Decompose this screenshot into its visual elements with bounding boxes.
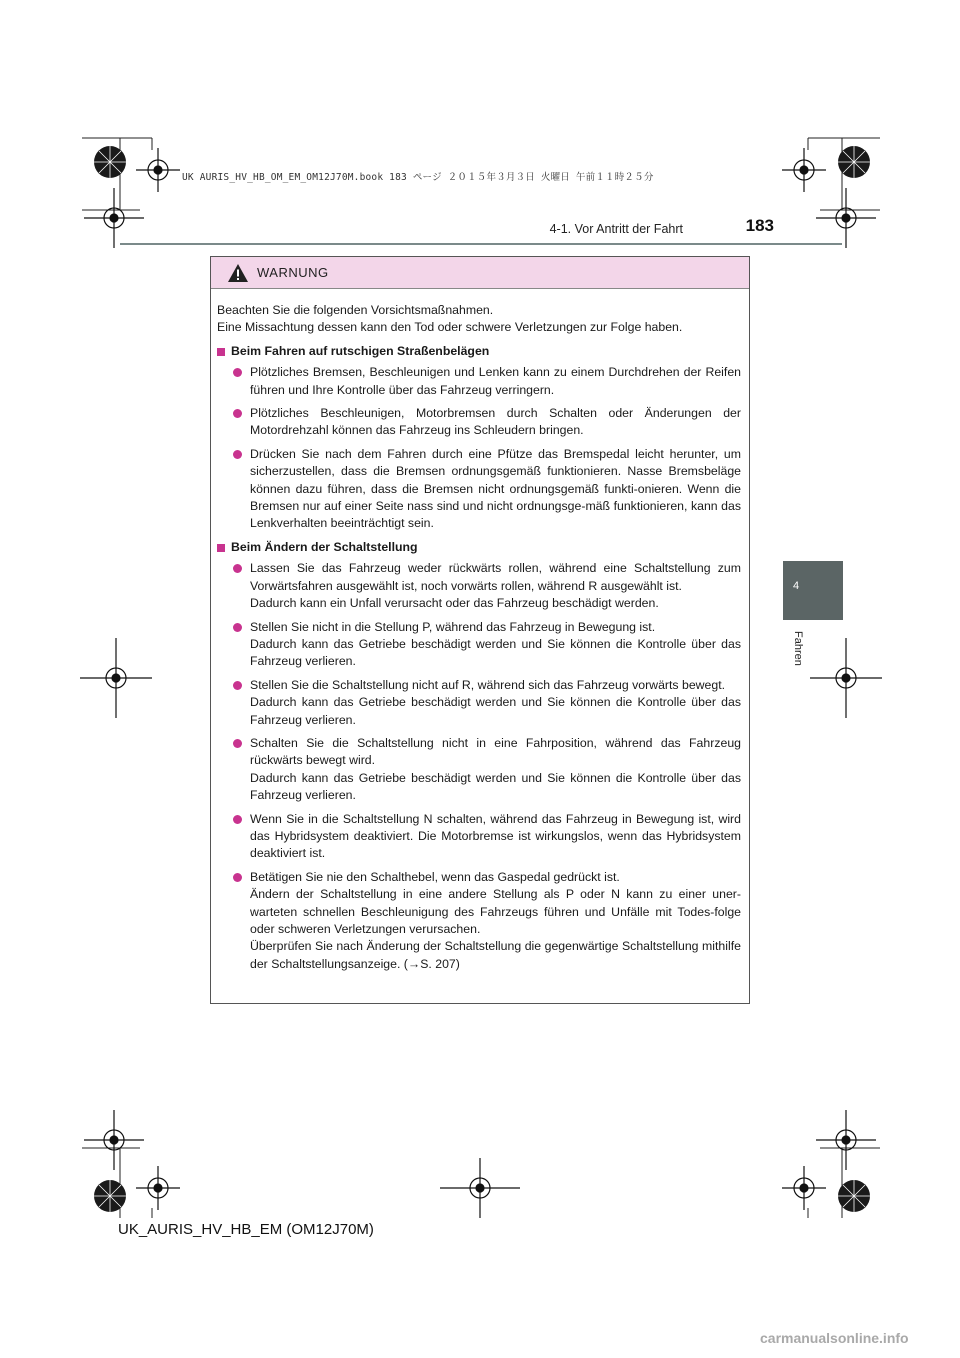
bullet-paragraph: Lassen Sie das Fahrzeug weder rückwärts rollen, während eine Schaltstellung zum Vorwärtsfahren ausgewählt ist, noch vorwärts rollen, während R ausgewählt ist. bbox=[250, 561, 741, 593]
section-title: 4-1. Vor Antritt der Fahrt bbox=[549, 222, 683, 236]
bullet-paragraph: Ändern der Schaltstellung in eine andere Stellung als P oder N kann zu einer uner-warteten schnellen Beschleunigung des Fahrzeugs führen und Unfälle mit Todes-folge oder schweren Verletzungen verursachen. bbox=[250, 887, 741, 936]
bullet-item bbox=[233, 364, 741, 399]
warning-box bbox=[210, 256, 750, 1004]
subheading-text: Beim Ändern der Schaltstellung bbox=[231, 539, 418, 554]
round-bullet-icon bbox=[233, 681, 242, 690]
watermark: carmanualsonline.info bbox=[760, 1330, 909, 1346]
bullet-item bbox=[233, 405, 741, 440]
bullet-paragraph: Plötzliches Bremsen, Beschleunigen und Lenken kann zu einem Durchdrehen der Reifen führen und Ihre Kontrolle über das Fahrzeug verringern. bbox=[250, 365, 741, 397]
bullet-item bbox=[233, 560, 741, 612]
chapter-number: 4 bbox=[792, 580, 800, 592]
round-bullet-icon bbox=[233, 815, 242, 824]
warning-intro bbox=[217, 302, 741, 337]
bullet-text bbox=[250, 869, 741, 973]
bullet-text bbox=[250, 560, 741, 612]
bullet-paragraph: Drücken Sie nach dem Fahren durch eine Pfütze das Bremspedal leicht herunter, um sicherzustellen, dass die Bremsen ordnungsgemäß funktionieren. Nasse Bremsbeläge können dazu führen, dass die Bremsen nicht ordnungsgemäß funkti-onieren. Wenn die Bremsen nur auf einer Seite nass sind und nicht ordnungsge-mäß funktionieren, kann das Lenkverhalten beeinträchtigt sein. bbox=[250, 446, 741, 531]
bullet-paragraph: Stellen Sie nicht in die Stellung P, während das Fahrzeug in Bewegung ist. bbox=[250, 619, 656, 634]
warning-title: WARNUNG bbox=[257, 265, 329, 280]
round-bullet-icon bbox=[233, 739, 242, 748]
bullet-item bbox=[233, 869, 741, 973]
page-number: 183 bbox=[745, 216, 774, 235]
bullet-text bbox=[250, 619, 741, 671]
bullet-paragraph: Plötzliches Beschleunigen, Motorbremsen durch Schalten oder Änderungen der Motordrehzahl können das Fahrzeug ins Schleudern bringen. bbox=[250, 406, 741, 438]
bullet-text bbox=[250, 677, 741, 729]
warning-triangle-icon bbox=[227, 263, 249, 283]
bullet-paragraph: Betätigen Sie nie den Schalthebel, wenn das Gaspedal gedrückt ist. bbox=[250, 869, 620, 884]
round-bullet-icon bbox=[233, 564, 242, 573]
bullet-item bbox=[233, 677, 741, 729]
warning-subheading bbox=[217, 343, 741, 360]
bullet-item bbox=[233, 811, 741, 863]
round-bullet-icon bbox=[233, 623, 242, 632]
intro-line: Eine Missachtung dessen kann den Tod oder schwere Verletzungen zur Folge haben. bbox=[217, 320, 683, 335]
bullet-paragraph: Wenn Sie in die Schaltstellung N schalten, während das Fahrzeug in Bewegung ist, wird das Hybridsystem deaktiviert. Die Motorbremse ist wirkungslos, wenn das Hybridsystem deaktiviert ist. bbox=[250, 811, 741, 861]
bullet-paragraph: Schalten Sie die Schaltstellung nicht in eine Fahrposition, während das Fahrzeug rückwärts bewegt wird. bbox=[250, 735, 741, 768]
round-bullet-icon bbox=[233, 873, 242, 882]
bullet-text bbox=[250, 446, 741, 533]
bullet-text bbox=[250, 364, 741, 399]
bullet-paragraph: Dadurch kann das Getriebe beschädigt werden und Sie können die Kontrolle über das Fahrzeug verlieren. bbox=[250, 636, 741, 669]
round-bullet-icon bbox=[233, 450, 242, 459]
document-code: UK_AURIS_HV_HB_EM (OM12J70M) bbox=[118, 1221, 374, 1238]
bullet-paragraph: Dadurch kann ein Unfall verursacht oder das Fahrzeug beschädigt werden. bbox=[250, 596, 659, 611]
square-bullet-icon bbox=[217, 544, 225, 552]
bullet-paragraph: Stellen Sie die Schaltstellung nicht auf R, während sich das Fahrzeug vorwärts bewegt. bbox=[250, 677, 726, 692]
chapter-label: Fahren bbox=[792, 631, 804, 666]
subheading-text: Beim Fahren auf rutschigen Straßenbelägen bbox=[231, 343, 490, 358]
round-bullet-icon bbox=[233, 409, 242, 418]
bullet-text bbox=[250, 811, 741, 863]
square-bullet-icon bbox=[217, 348, 225, 356]
warning-subheading bbox=[217, 539, 741, 556]
bullet-item bbox=[233, 735, 741, 805]
bullet-text bbox=[250, 405, 741, 440]
header-rule bbox=[120, 243, 842, 245]
warning-body bbox=[211, 289, 749, 973]
bullet-item bbox=[233, 619, 741, 671]
bullet-paragraph: Dadurch kann das Getriebe beschädigt werden und Sie können die Kontrolle über das Fahrzeug verlieren. bbox=[250, 695, 741, 727]
intro-line: Beachten Sie die folgenden Vorsichtsmaßnahmen. bbox=[217, 303, 494, 317]
book-info-line: UK AURIS_HV_HB_OM_EM_OM12J70M.book 183 ページ ２０１５年３月３日 火曜日 午前１１時２５分 bbox=[182, 172, 654, 183]
bullet-paragraph: Dadurch kann das Getriebe beschädigt werden und Sie können die Kontrolle über das Fahrzeug verlieren. bbox=[250, 770, 741, 803]
warning-header bbox=[211, 257, 749, 289]
bullet-text bbox=[250, 735, 741, 805]
bullet-paragraph: Überprüfen Sie nach Änderung der Schaltstellung die gegenwärtige Schaltstellung mithilfe der Schaltstellungsanzeige. (→S. 207) bbox=[250, 939, 741, 971]
round-bullet-icon bbox=[233, 368, 242, 377]
bullet-item bbox=[233, 446, 741, 533]
